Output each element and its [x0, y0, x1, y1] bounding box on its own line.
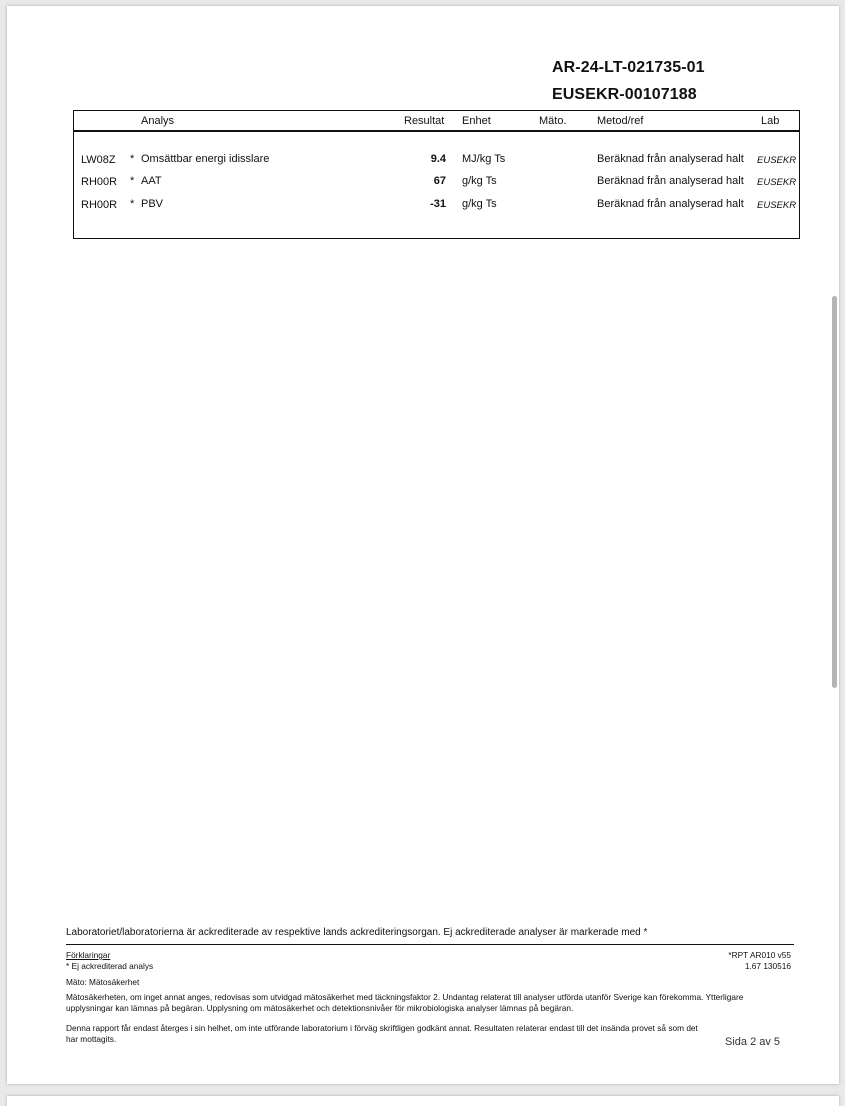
table-row: [74, 153, 799, 171]
result-value: 9.4: [430, 153, 446, 165]
accreditation-statement: Laboratoriet/laboratorierna är ackrediterade av respektive lands ackrediteringsorgan. Ej ackrediterade analyser är markerade med *: [66, 927, 648, 938]
header-enhet: Enhet: [462, 115, 491, 127]
analysis-name: AAT: [141, 175, 162, 187]
table-row: [74, 198, 799, 216]
result-unit: MJ/kg Ts: [462, 153, 506, 165]
results-table: [73, 110, 800, 239]
report-template-code: *RPT AR010 v55: [728, 950, 791, 960]
analysis-code: RH00R: [81, 176, 118, 188]
analysis-name: Omsättbar energi idisslare: [141, 153, 270, 165]
header-resultat: Resultat: [404, 115, 445, 127]
sample-number: EUSEKR-00107188: [552, 86, 697, 103]
next-page-edge: [7, 1096, 839, 1106]
method-ref: Beräknad från analyserad halt: [597, 175, 744, 187]
non-accredited-marker: *: [130, 153, 135, 165]
analysis-name: PBV: [141, 198, 164, 210]
non-accredited-marker: *: [130, 198, 135, 210]
table-header: [74, 111, 799, 132]
legend-title: Förklaringar: [66, 950, 111, 960]
header-mato: Mäto.: [539, 115, 567, 127]
report-number: AR-24-LT-021735-01: [552, 59, 705, 76]
template-version: 1.67 130516: [744, 961, 791, 971]
non-accredited-marker: *: [130, 175, 135, 187]
header-analys: Analys: [141, 115, 175, 127]
lab-code: EUSEKR: [757, 177, 797, 188]
uncertainty-note: Mätosäkerheten, om inget annat anges, redovisas som utvidgad mätosäkerhet med täckningsfaktor 2. Undantag relaterat till analyser utförda utanför Sverige kan förekomma. Ytterligare upplysningar kan lämnas på begäran. Upplysning om mätosäkerhet och detektionsnivåer för mikrobiologiska analyser lämnas på begäran.: [66, 992, 744, 1013]
result-unit: g/kg Ts: [462, 198, 497, 210]
legend-mato: Mäto: Mätosäkerhet: [66, 977, 140, 987]
lab-code: EUSEKR: [757, 200, 797, 211]
header-lab: Lab: [761, 115, 780, 127]
reproduction-note: Denna rapport får endast återges i sin helhet, om inte utförande laboratorium i förväg skriftligen godkänt annat. Resultaten relaterar endast till det insända provet så som det har mottagits.: [66, 1023, 698, 1044]
lab-code: EUSEKR: [757, 155, 797, 166]
vertical-scrollbar[interactable]: [832, 296, 837, 688]
analysis-code: RH00R: [81, 199, 118, 211]
report-page: [7, 6, 839, 1084]
analysis-code: LW08Z: [81, 154, 116, 166]
page-number: Sida 2 av 5: [725, 1036, 781, 1048]
result-value: 67: [433, 175, 446, 187]
method-ref: Beräknad från analyserad halt: [597, 153, 744, 165]
result-unit: g/kg Ts: [462, 175, 497, 187]
method-ref: Beräknad från analyserad halt: [597, 198, 744, 210]
result-value: -31: [430, 198, 446, 210]
legend-star: * Ej ackrediterad analys: [66, 961, 154, 971]
table-row: [74, 175, 799, 193]
header-metod: Metod/ref: [597, 115, 644, 127]
footer-divider: [66, 944, 794, 945]
